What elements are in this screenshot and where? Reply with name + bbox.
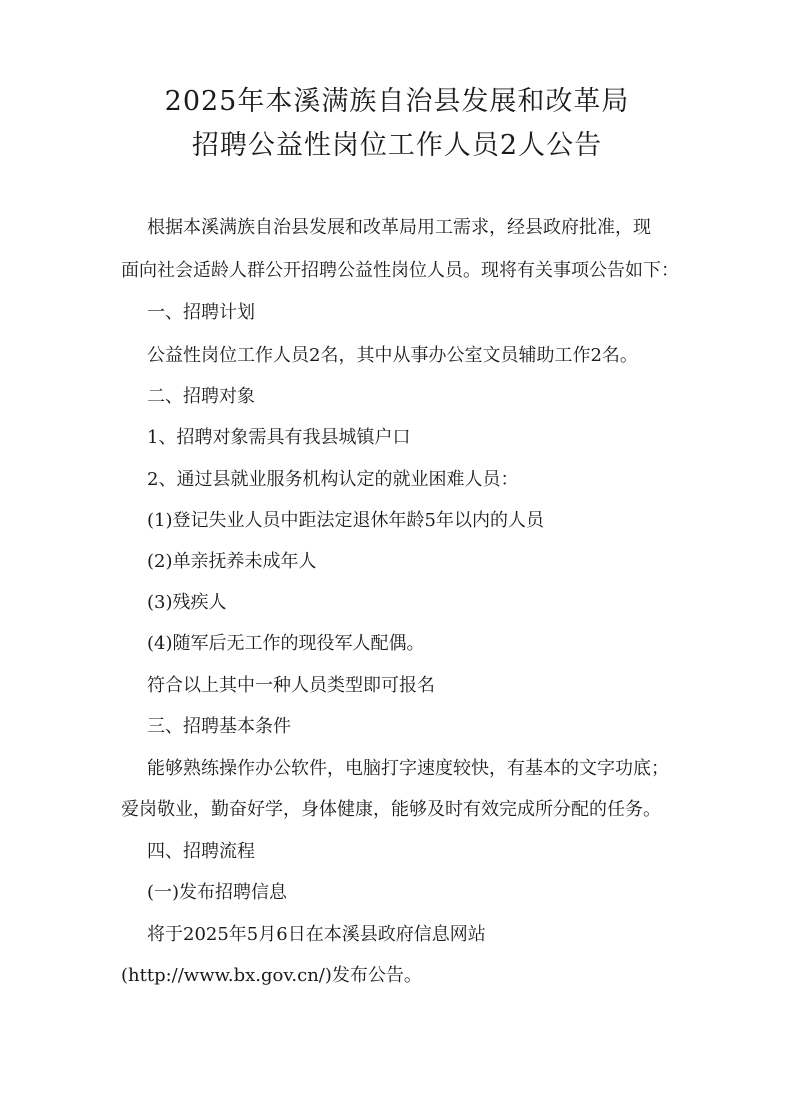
section2-sub-1: (1)登记失业人员中距法定退休年龄5年以内的人员 (147, 510, 544, 531)
section4-heading: 四、招聘流程 (147, 841, 255, 862)
section3-line-1: 能够熟练操作办公软件，电脑打字速度较快，有基本的文字功底； (147, 758, 669, 779)
intro-line-2: 面向社会适龄人群公开招聘公益性岗位人员。现将有关事项公告如下： (121, 260, 679, 281)
section3-heading: 三、招聘基本条件 (147, 716, 291, 737)
section2-sub-4: (4)随军后无工作的现役军人配偶。 (147, 633, 425, 654)
section2-item-2: 2、通过县就业服务机构认定的就业困难人员： (147, 469, 519, 490)
section2-sub-3: (3)残疾人 (147, 592, 227, 613)
section4-text-line-2: (http://www.bx.gov.cn/)发布公告。 (121, 965, 422, 986)
section2-heading: 二、招聘对象 (147, 386, 255, 407)
section4-sub-1: (一)发布招聘信息 (147, 882, 288, 903)
section4-text-line-1: 将于2025年5月6日在本溪县政府信息网站 (147, 924, 486, 945)
title-line-1: 2025年本溪满族自治县发展和改革局 (164, 86, 630, 117)
section2-item-1: 1、招聘对象需具有我县城镇户口 (147, 427, 411, 448)
section1-text: 公益性岗位工作人员2名，其中从事办公室文员辅助工作2名。 (147, 345, 638, 366)
section3-line-2: 爱岗敬业，勤奋好学，身体健康，能够及时有效完成所分配的任务。 (121, 799, 661, 820)
section1-heading: 一、招聘计划 (147, 302, 255, 323)
title-line-2: 招聘公益性岗位工作人员2人公告 (191, 130, 603, 161)
intro-line-1: 根据本溪满族自治县发展和改革局用工需求，经县政府批准，现 (147, 217, 651, 238)
section2-sub-2: (2)单亲抚养未成年人 (147, 551, 317, 572)
section2-note: 符合以上其中一种人员类型即可报名 (147, 675, 435, 696)
